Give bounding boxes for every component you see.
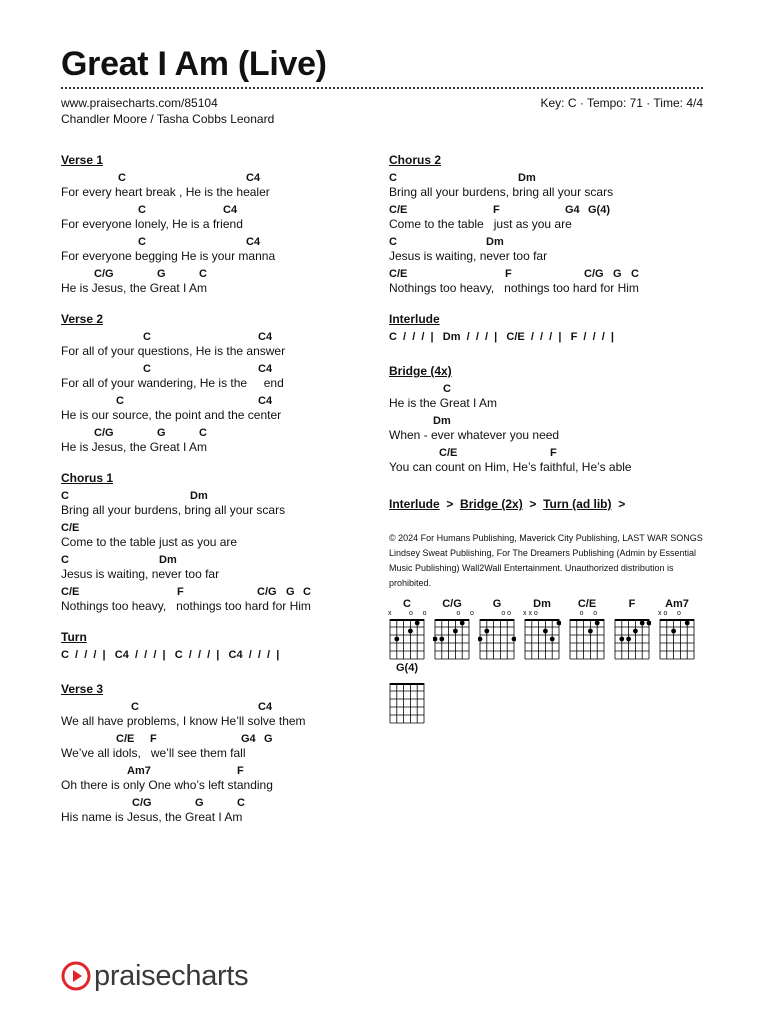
section-verse-1: [61, 153, 361, 296]
section-title: Chorus 2: [389, 153, 442, 167]
lyric-line: He is our source, the point and the center: [61, 408, 282, 422]
chord: C4: [223, 204, 238, 216]
chord-diagram-name: F: [628, 598, 636, 610]
chord: C: [61, 554, 69, 566]
chord: C: [61, 490, 69, 502]
lyric-line: For every heart break , He is the healer: [61, 185, 270, 199]
nut: [435, 619, 469, 621]
chord: C4: [258, 395, 273, 407]
finger-dot: [453, 629, 458, 634]
finger-dot: [460, 621, 465, 626]
chord-line: [61, 267, 361, 281]
chord: C/E: [439, 447, 458, 459]
lyric-line: He is Jesus, the Great I Am: [61, 281, 208, 295]
chord-line: [61, 203, 361, 217]
finger-dot: [484, 629, 489, 634]
chord: F: [237, 765, 244, 777]
key-tempo-time: Key: C · Tempo: 71 · Time: 4/4: [540, 96, 703, 110]
chord: C/E: [389, 204, 408, 216]
finger-dot: [626, 637, 631, 642]
chord: F: [550, 447, 557, 459]
chord: C: [199, 268, 207, 280]
chord-line: [61, 235, 361, 249]
lyric-line: We all have problems, I know He’ll solve them: [61, 714, 306, 728]
section-title: Bridge (4x): [389, 364, 452, 378]
fretboard-grid: [523, 618, 561, 660]
chord-line: [61, 732, 361, 746]
flow-separator: >: [618, 497, 626, 511]
lyric-line: Nothings too heavy, nothings too hard for Him: [61, 599, 311, 613]
chord: C: [138, 236, 146, 248]
chord-diagram-name: Dm: [533, 598, 551, 610]
chord-line: [61, 426, 361, 440]
chord: F: [493, 204, 500, 216]
section-chorus-1: [61, 471, 361, 614]
chord: C/E: [61, 586, 80, 598]
section-turn: [61, 630, 361, 662]
chord-line: [389, 267, 719, 281]
lyric-line: For all of your wandering, He is the end: [61, 376, 284, 390]
chord: C: [389, 172, 397, 184]
finger-dot: [647, 621, 651, 626]
finger-dot: [671, 629, 676, 634]
chord-line: [389, 235, 719, 249]
bar-progression: C / / / | C4 / / / | C / / / | C4 / / / |: [61, 649, 280, 661]
chord: C4: [258, 363, 273, 375]
chord-line: [61, 585, 361, 599]
fretboard-grid: [658, 618, 696, 660]
lyric-line: You can count on Him, He’s faithful, He’s able: [389, 460, 632, 474]
flow-item: Turn (ad lib): [543, 497, 612, 511]
copyright-notice: © 2024 For Humans Publishing, Maverick City Publishing, LAST WAR SONGS Lindsey Sweat Publishing, For The Dreamers Publishing (Admin by Essential Music Publishing) Wall2Wall Entertainment. Unauthorized distribution is prohibited.: [389, 533, 703, 588]
lyric-line: Come to the table just as you are: [61, 535, 238, 549]
lyric-line: Jesus is waiting, never too far: [61, 567, 220, 581]
nut: [525, 619, 559, 621]
finger-dot: [512, 637, 516, 642]
string-markers: [388, 674, 426, 682]
nut: [660, 619, 694, 621]
section-verse-3: [61, 682, 361, 825]
lyric-line: Bring all your burdens, bring all your scars: [61, 503, 286, 517]
chord-diagram-name: G(4): [396, 662, 418, 674]
chord-line: [61, 796, 361, 810]
flow-item: Bridge (2x): [460, 497, 523, 511]
lyric-line: Come to the table just as you are: [389, 217, 572, 231]
source-url[interactable]: www.praisecharts.com/85104: [61, 96, 218, 110]
chord: C4: [246, 236, 261, 248]
section-title: Chorus 1: [61, 471, 114, 485]
finger-dot: [619, 637, 624, 642]
chord-line: [389, 203, 719, 217]
chord: G: [264, 733, 273, 745]
chord: C: [199, 427, 207, 439]
chord-line: [61, 764, 361, 778]
chord: C: [389, 236, 397, 248]
chord-line: [61, 394, 361, 408]
finger-dot: [439, 637, 444, 642]
chord: Dm: [159, 554, 177, 566]
section-bridge: [389, 364, 719, 475]
finger-dot: [394, 637, 399, 642]
chord-diagram: [568, 598, 606, 665]
chord: C/G: [94, 268, 114, 280]
chord-diagram-name: C: [403, 598, 411, 610]
chord: C: [143, 363, 151, 375]
fretboard-grid: [388, 618, 426, 660]
nut: [480, 619, 514, 621]
chord-line: [389, 414, 719, 428]
chord: C: [303, 586, 311, 598]
lyric-line: Bring all your burdens, bring all your scars: [389, 185, 614, 199]
fretboard-grid: [433, 618, 471, 660]
chord: G4: [565, 204, 580, 216]
chord: Am7: [127, 765, 151, 777]
finger-dot: [640, 621, 645, 626]
finger-dot: [433, 637, 437, 642]
finger-dot: [588, 629, 593, 634]
chord: Dm: [433, 415, 451, 427]
chord-diagram-name: G: [492, 598, 502, 610]
chord: C/G: [94, 427, 114, 439]
flow-separator: >: [529, 497, 537, 511]
section-chorus-2: [389, 153, 719, 296]
chord: C: [118, 172, 126, 184]
fretboard-grid: [613, 618, 651, 660]
chord: Dm: [486, 236, 504, 248]
lyric-line: For all of your questions, He is the answer: [61, 344, 286, 358]
chord: C/E: [116, 733, 135, 745]
chord-diagram: [613, 598, 651, 665]
left-column: [61, 153, 361, 828]
song-flow: [389, 497, 625, 512]
string-markers: x x o: [523, 610, 538, 617]
logo-text: praisecharts: [94, 959, 249, 992]
chord: C: [116, 395, 124, 407]
chord: G: [286, 586, 295, 598]
chord: F: [150, 733, 157, 745]
chord-line: [61, 521, 361, 535]
chord: C/G: [257, 586, 277, 598]
chord: C: [631, 268, 639, 280]
nut: [615, 619, 649, 621]
section-title: Verse 3: [61, 682, 104, 696]
chord-line: [389, 171, 719, 185]
chord: C: [443, 383, 451, 395]
finger-dot: [595, 621, 600, 626]
bar-progression: C / / / | Dm / / / | C/E / / / | F / / / |: [389, 331, 615, 343]
section-title: Turn: [61, 630, 87, 644]
chord: C4: [246, 172, 261, 184]
chord: C: [131, 701, 139, 713]
chord-diagram-name: C/G: [442, 598, 462, 610]
section-verse-2: [61, 312, 361, 455]
chord-line: [61, 489, 361, 503]
song-title: Great I Am (Live): [61, 45, 327, 83]
praisecharts-logo: [61, 958, 248, 994]
chord: C/G: [584, 268, 604, 280]
lyric-line: For everyone begging He is your manna: [61, 249, 276, 263]
string-markers: o o: [433, 610, 474, 617]
nut: [570, 619, 604, 621]
chord: G4: [241, 733, 256, 745]
chord: C/E: [389, 268, 408, 280]
fretboard-grid: [388, 682, 426, 724]
chord: G(4): [588, 204, 610, 216]
chord-diagrams: [388, 598, 718, 738]
chord-line: [61, 700, 361, 714]
lyric-line: Oh there is only One who’s left standing: [61, 778, 273, 792]
finger-dot: [478, 637, 482, 642]
chord: C4: [258, 701, 273, 713]
chord-line: [61, 171, 361, 185]
lyric-line: We’ve all idols, we’ll see them fall: [61, 746, 246, 760]
fretboard-grid: [478, 618, 516, 660]
finger-dot: [633, 629, 638, 634]
finger-dot: [543, 629, 548, 634]
chord: C: [237, 797, 245, 809]
finger-dot: [557, 621, 561, 626]
chord-line: [61, 330, 361, 344]
chord: C/E: [61, 522, 80, 534]
string-markers: x o o: [658, 610, 681, 617]
chord: F: [505, 268, 512, 280]
play-circle-icon: [61, 961, 91, 991]
lyric-line: He is Jesus, the Great I Am: [61, 440, 208, 454]
chord: Dm: [190, 490, 208, 502]
chord-line: [61, 553, 361, 567]
string-markers: o o: [568, 610, 598, 617]
chord: G: [195, 797, 204, 809]
flow-item: Interlude: [389, 497, 440, 511]
lyric-line: Nothings too heavy, nothings too hard for Him: [389, 281, 639, 295]
section-title: Interlude: [389, 312, 440, 326]
finger-dot: [550, 637, 555, 642]
finger-dot: [415, 621, 420, 626]
string-markers: o o: [478, 610, 512, 617]
lyric-line: For everyone lonely, He is a friend: [61, 217, 243, 231]
nut: [390, 619, 424, 621]
nut: [390, 683, 424, 685]
lyric-line: His name is Jesus, the Great I Am: [61, 810, 243, 824]
chord-diagram: [478, 598, 516, 665]
section-title: Verse 1: [61, 153, 104, 167]
fretboard-grid: [568, 618, 606, 660]
chord-diagram: [388, 662, 426, 729]
artist-credit: Chandler Moore / Tasha Cobbs Leonard: [61, 112, 275, 126]
chord: C: [138, 204, 146, 216]
lyric-line: When - ever whatever you need: [389, 428, 560, 442]
string-markers: [613, 610, 651, 618]
chord-line: [61, 362, 361, 376]
chord: C/G: [132, 797, 152, 809]
chord: C4: [258, 331, 273, 343]
string-markers: x o o: [388, 610, 427, 617]
chord: F: [177, 586, 184, 598]
chord-diagram: [388, 598, 426, 665]
finger-dot: [408, 629, 413, 634]
flow-separator: >: [446, 497, 454, 511]
finger-dot: [685, 621, 690, 626]
lyric-line: He is the Great I Am: [389, 396, 498, 410]
section-interlude: [389, 312, 719, 344]
chord-diagram: [523, 598, 561, 665]
chord-line: [389, 446, 719, 460]
chord: G: [613, 268, 622, 280]
chord: Dm: [518, 172, 536, 184]
chord: C: [143, 331, 151, 343]
chord: G: [157, 268, 166, 280]
title-divider: [61, 87, 703, 89]
chord-line: [389, 382, 719, 396]
section-title: Verse 2: [61, 312, 104, 326]
chord-diagram: [433, 598, 474, 665]
chord: G: [157, 427, 166, 439]
chord-diagram-name: C/E: [577, 598, 597, 610]
chord-diagram-name: Am7: [665, 598, 689, 610]
lyric-line: Jesus is waiting, never too far: [389, 249, 548, 263]
chord-diagram: [658, 598, 696, 665]
right-column: [389, 153, 719, 478]
